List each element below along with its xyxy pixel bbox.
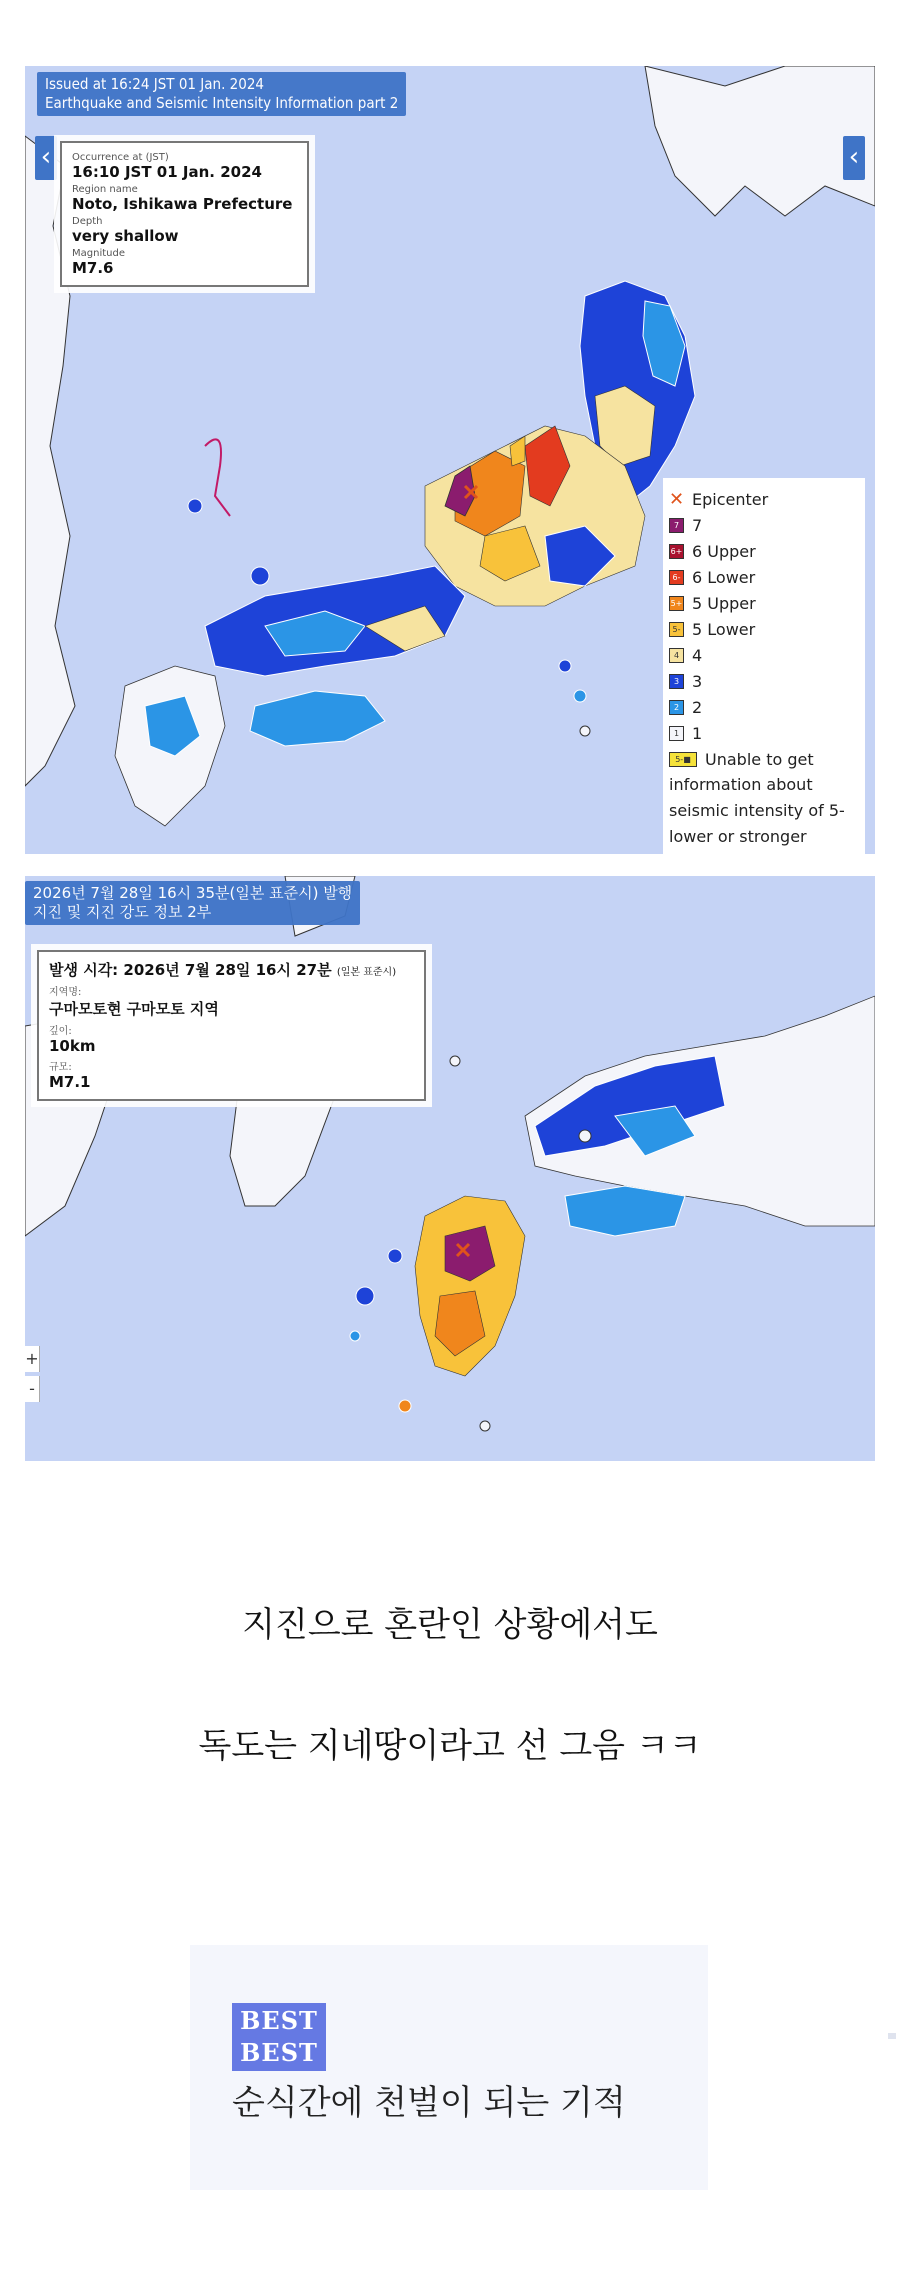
swatch-4: 4	[669, 648, 684, 663]
swatch-5-upper: 5+	[669, 596, 684, 611]
issue-title-text: Earthquake and Seismic Intensity Information part 2	[45, 94, 399, 112]
legend-item-unable: 5-■ Unable to get	[669, 746, 859, 772]
legend-item-5-upper: 5+ 5 Upper	[670, 593, 756, 613]
issue-time-text: Issued at 16:24 JST 01 Jan. 2024	[45, 75, 264, 93]
swatch-5-lower: 5-	[669, 622, 684, 637]
best-post-card[interactable]	[190, 1945, 708, 2190]
quake-info-box	[60, 141, 309, 287]
magnitude-value: M7.6	[72, 259, 114, 277]
occurrence-value: 2026년 7월 28일 16시 27분	[123, 961, 332, 979]
legend-item-6-lower: 6- 6 Lower	[669, 564, 859, 590]
zoom-in-button[interactable]: +	[25, 1346, 40, 1372]
intensity-legend	[663, 478, 865, 854]
occurrence-label: Occurrence at (JST)	[72, 152, 169, 163]
swatch-unable: 5-■	[669, 752, 697, 767]
legend-item-4: 4 4	[669, 642, 859, 668]
region-value: Noto, Ishikawa Prefecture	[72, 195, 293, 213]
legend-item-5-lower: 5- 5 Lower	[669, 616, 859, 642]
legend-item-1: 1 1	[669, 720, 859, 746]
magnitude-value: M7.1	[49, 1073, 91, 1091]
depth-label: 깊이:	[49, 1026, 72, 1037]
swatch-3: 3	[669, 674, 684, 689]
depth-label: Depth	[72, 216, 103, 227]
region-value: 구마모토현 구마모토 지역	[49, 1000, 219, 1018]
issue-banner	[37, 72, 406, 116]
occurrence-value: 16:10 JST 01 Jan. 2024	[72, 163, 262, 181]
legend-note-line: information about	[669, 775, 813, 794]
post-text-line: 독도는 지네땅이라고 선 그음 ㅋㅋ	[198, 1726, 702, 1766]
legend-epicenter: ✕ Epicenter	[669, 488, 769, 510]
zoom-out-button[interactable]: -	[25, 1376, 40, 1402]
legend-note-line: seismic intensity of 5-	[669, 801, 845, 820]
magnitude-label: Magnitude	[72, 248, 125, 259]
collapse-left-icon[interactable]: ‹	[35, 136, 57, 180]
swatch-6-lower: 6-	[669, 570, 684, 585]
quake-info-box	[37, 950, 426, 1101]
best-badge: BEST	[232, 2035, 326, 2071]
depth-value: 10km	[49, 1037, 96, 1055]
seismic-map-noto[interactable]	[25, 66, 875, 854]
epicenter-icon: ✕	[669, 488, 685, 510]
swatch-6-upper: 6+	[669, 544, 684, 559]
scroll-marker	[888, 2033, 896, 2039]
collapse-right-icon[interactable]: ‹	[843, 136, 865, 180]
region-label: Region name	[72, 184, 138, 195]
legend-item-7: 7 7	[669, 512, 859, 538]
occurrence-row: 발생 시각: 2026년 7월 28일 16시 27분 (일본 표준시)	[49, 961, 397, 979]
swatch-2: 2	[669, 700, 684, 715]
post-text-line: 지진으로 혼란인 상황에서도	[242, 1605, 658, 1645]
issue-title-text: 지진 및 지진 강도 정보 2부	[33, 903, 212, 921]
issue-time-text: 2026년 7월 28일 16시 35분(일본 표준시) 발행	[33, 884, 353, 902]
issue-banner	[25, 881, 360, 925]
legend-item-3: 3 3	[669, 668, 859, 694]
legend-item-2: 2 2	[669, 694, 859, 720]
legend-item-6-upper: 6+ 6 Upper	[670, 541, 756, 561]
seismic-map-kumamoto[interactable]	[25, 876, 875, 1461]
legend-note-line: lower or stronger	[669, 827, 807, 846]
depth-value: very shallow	[72, 227, 179, 245]
best-post-title[interactable]: 순식간에 천벌이 되는 기적	[232, 2083, 626, 2123]
swatch-1: 1	[669, 726, 684, 741]
best-badge: BEST	[232, 2003, 326, 2039]
swatch-7: 7	[669, 518, 684, 533]
region-label: 지역명:	[49, 987, 82, 998]
magnitude-label: 규모:	[49, 1062, 72, 1073]
